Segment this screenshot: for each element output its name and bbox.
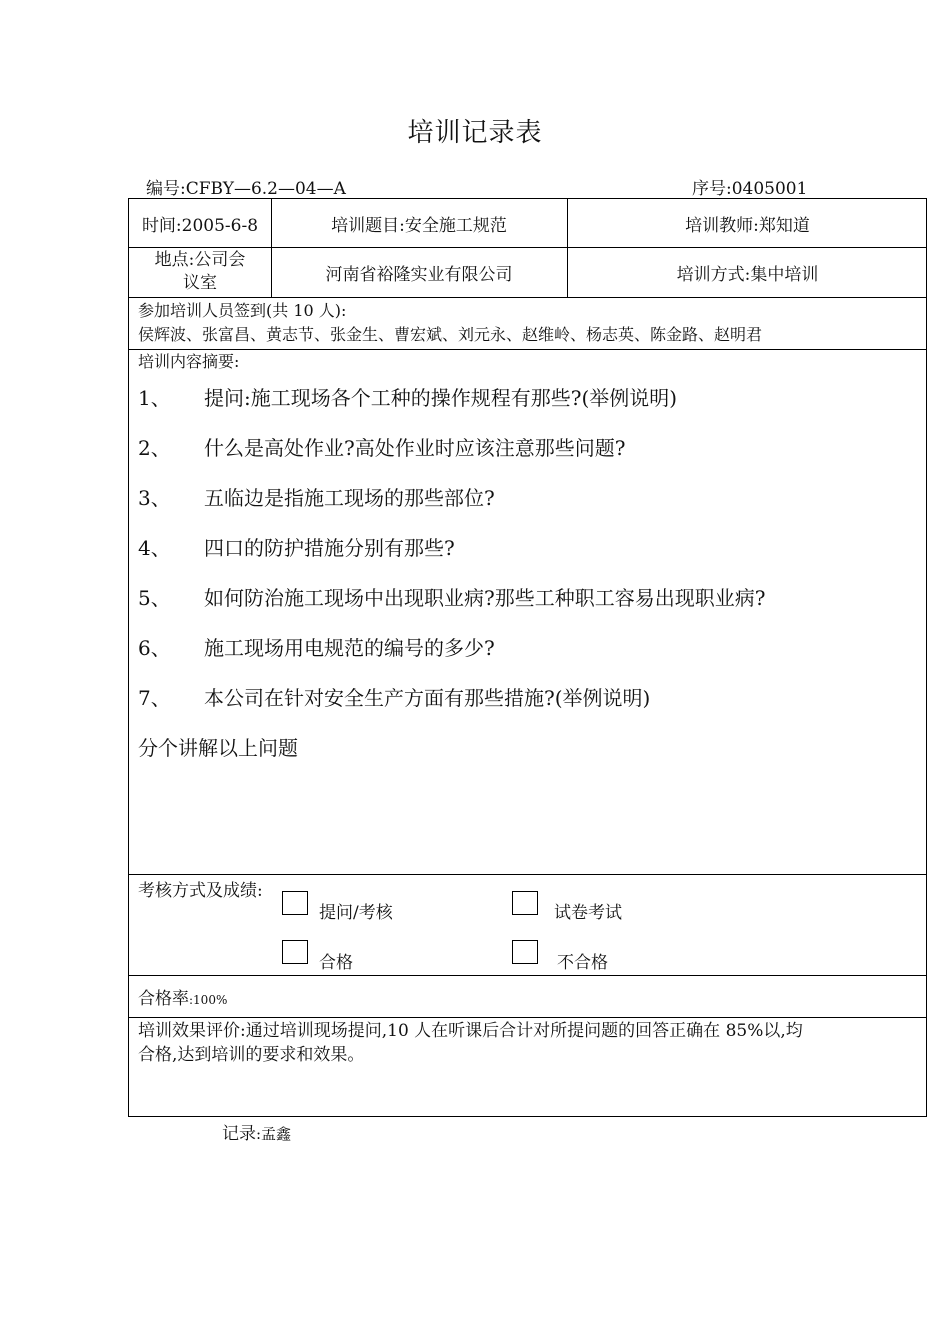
item-text: 如何防治施工现场中出现职业病?那些工种职工容易出现职业病? <box>204 586 766 610</box>
company-name-text: 河南省裕隆实业有限公司 <box>325 264 513 285</box>
row-divider <box>129 975 926 976</box>
training-time <box>129 199 271 247</box>
item-text: 四口的防护措施分别有那些? <box>204 536 455 560</box>
evaluation-line-1: 培训效果评价:通过培训现场提问,10 人在听课后合计对所提问题的回答正确在 85%以,均 <box>138 1021 803 1041</box>
item-number: 5、 <box>138 586 171 610</box>
training-topic-text: 培训题目:安全施工规范 <box>331 215 507 236</box>
form-code: 编号:CFBY—6.2—04—A <box>146 179 346 199</box>
item-text: 五临边是指施工现场的那些部位? <box>204 486 495 510</box>
training-location <box>129 247 271 297</box>
row-divider <box>129 349 926 350</box>
item-number: 4、 <box>138 536 171 560</box>
row-divider <box>129 297 926 298</box>
content-label: 培训内容摘要: <box>138 352 240 371</box>
item-text: 提问:施工现场各个工种的操作规程有那些?(举例说明) <box>204 386 678 410</box>
fail-checkbox[interactable] <box>512 940 538 964</box>
pass-rate-value: :100% <box>189 993 228 1007</box>
location-line-1: 地点:公司会 <box>154 250 246 270</box>
training-record-form <box>128 198 927 1117</box>
training-time-text: 时间:2005-6-8 <box>141 215 259 236</box>
item-number: 2、 <box>138 436 171 460</box>
list-item <box>138 632 495 661</box>
training-topic <box>271 199 567 247</box>
written-exam-checkbox[interactable] <box>512 891 538 915</box>
content-summary: 分个讲解以上问题 <box>138 736 298 760</box>
list-item <box>138 382 677 411</box>
item-text: 施工现场用电规范的编号的多少? <box>204 636 495 660</box>
training-teacher <box>567 199 928 247</box>
page-title: 培训记录表 <box>407 118 543 148</box>
item-number: 1、 <box>138 386 171 410</box>
oral-assessment-checkbox[interactable] <box>282 891 308 915</box>
assessment-label: 考核方式及成绩: <box>138 881 263 901</box>
pass-rate <box>138 984 227 1009</box>
oral-assessment-label: 提问/考核 <box>319 903 393 923</box>
item-number: 6、 <box>138 636 171 660</box>
location-line-2: 议室 <box>183 273 217 293</box>
list-item <box>138 582 765 611</box>
list-item <box>138 482 495 511</box>
item-text: 什么是高处作业?高处作业时应该注意那些问题? <box>204 436 626 460</box>
pass-label: 合格 <box>319 953 353 973</box>
attendees-names: 侯辉波、张富昌、黄志节、张金生、曹宏斌、刘元永、赵维岭、杨志英、陈金路、赵明君 <box>138 325 763 344</box>
training-teacher-text: 培训教师:郑知道 <box>685 215 810 236</box>
written-exam-label: 试卷考试 <box>554 903 622 923</box>
pass-rate-label: 合格率 <box>138 989 189 1009</box>
list-item <box>138 682 650 711</box>
item-text: 本公司在针对安全生产方面有那些措施?(举例说明) <box>204 686 651 710</box>
recorder-label: 记录 <box>222 1124 256 1144</box>
list-item <box>138 532 455 561</box>
serial-number: 序号:0405001 <box>692 179 808 199</box>
pass-checkbox[interactable] <box>282 940 308 964</box>
fail-label: 不合格 <box>557 953 608 973</box>
recorder-name: :孟鑫 <box>256 1125 292 1143</box>
attendees-label: 参加培训人员签到(共 10 人): <box>138 301 347 320</box>
training-method <box>567 247 928 297</box>
list-item <box>138 432 625 461</box>
row-divider <box>129 874 926 875</box>
item-number: 7、 <box>138 686 171 710</box>
company-name <box>271 247 567 297</box>
evaluation-line-2: 合格,达到培训的要求和效果。 <box>138 1045 365 1065</box>
evaluation-text <box>138 1019 803 1067</box>
recorder <box>222 1119 291 1144</box>
training-method-text: 培训方式:集中培训 <box>676 264 819 285</box>
row-divider <box>129 1017 926 1018</box>
item-number: 3、 <box>138 486 171 510</box>
